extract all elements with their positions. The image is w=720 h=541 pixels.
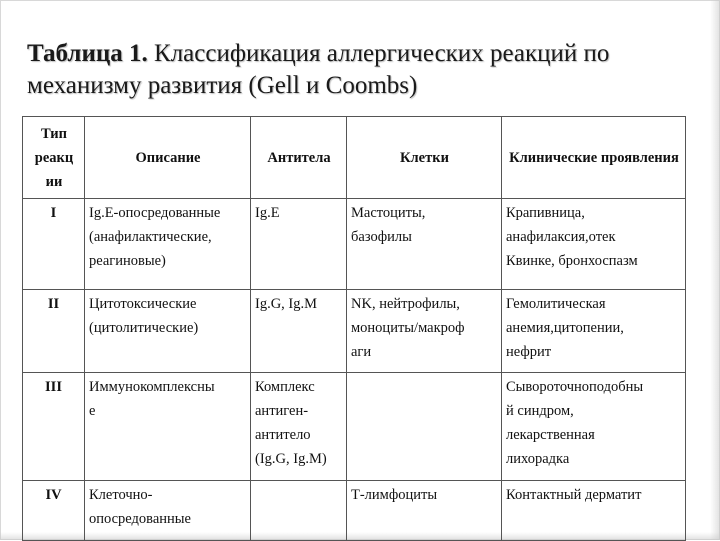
row-type: III bbox=[23, 373, 85, 481]
row-antibodies: Комплекс антиген- антитело (Ig.G, Ig.M) bbox=[251, 373, 347, 481]
title-text: Классификация аллергических реакций по механизму развития (Gell и Coombs) bbox=[27, 40, 610, 99]
row-description: Ig.E-опосредованные (анафилактические, реагиновые) bbox=[85, 199, 251, 290]
slide-shadow-right bbox=[710, 0, 720, 540]
row-clinical: Сывороточноподобны й синдром, лекарственная лихорадка bbox=[502, 373, 686, 481]
row-clinical: Контактный дерматит bbox=[502, 481, 686, 541]
slide-title bbox=[27, 38, 697, 102]
row-description: Иммунокомплексны е bbox=[85, 373, 251, 481]
row-cells: Мастоциты, базофилы bbox=[347, 199, 502, 290]
row-type: I bbox=[23, 199, 85, 290]
header-type: Тип реакц ии bbox=[23, 117, 85, 199]
table-row bbox=[23, 481, 686, 541]
row-cells bbox=[347, 373, 502, 481]
title-bold-prefix: Таблица 1. bbox=[27, 40, 148, 67]
header-description: Описание bbox=[85, 117, 251, 199]
row-antibodies bbox=[251, 481, 347, 541]
table-row bbox=[23, 373, 686, 481]
row-cells: NK, нейтрофилы, моноциты/макроф аги bbox=[347, 290, 502, 373]
row-clinical: Крапивница, анафилаксия,отек Квинке, бронхоспазм bbox=[502, 199, 686, 290]
table-row bbox=[23, 290, 686, 373]
table-row bbox=[23, 199, 686, 290]
classification-table bbox=[22, 116, 686, 541]
row-description: Клеточно- опосредованные bbox=[85, 481, 251, 541]
row-antibodies: Ig.G, Ig.M bbox=[251, 290, 347, 373]
header-antibodies: Антитела bbox=[251, 117, 347, 199]
header-cells: Клетки bbox=[347, 117, 502, 199]
row-type: II bbox=[23, 290, 85, 373]
row-antibodies: Ig.E bbox=[251, 199, 347, 290]
row-type: IV bbox=[23, 481, 85, 541]
row-description: Цитотоксические (цитолитические) bbox=[85, 290, 251, 373]
row-clinical: Гемолитическая анемия,цитопении, нефрит bbox=[502, 290, 686, 373]
table-header-row bbox=[23, 117, 686, 199]
row-cells: Т-лимфоциты bbox=[347, 481, 502, 541]
header-clinical: Клинические проявления bbox=[502, 117, 686, 199]
